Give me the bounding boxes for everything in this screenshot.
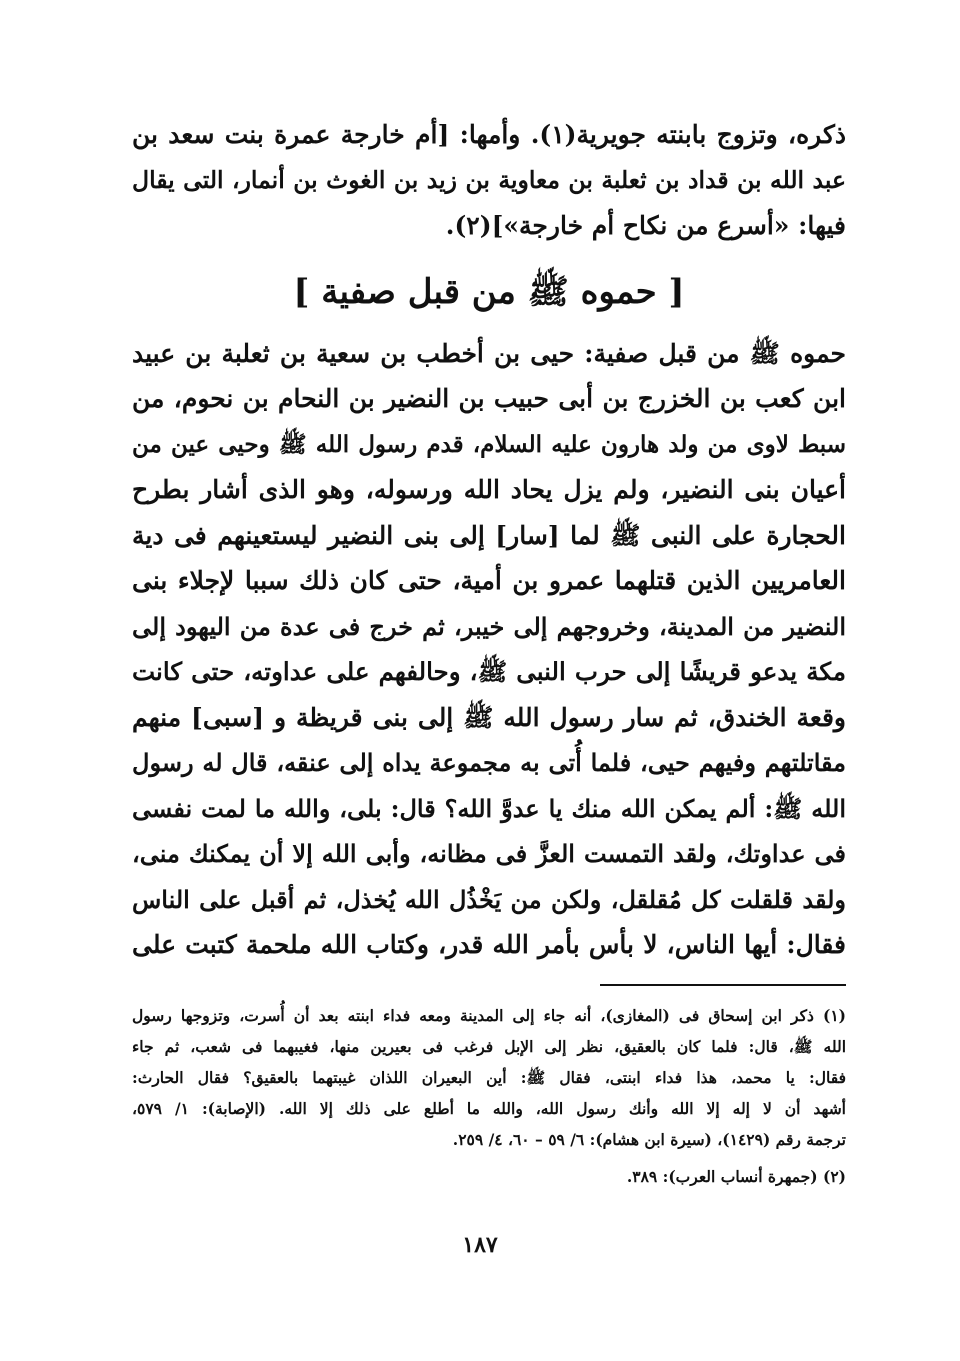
footnotes	[132, 1000, 846, 1192]
text-line: سبط لاوى من ولد هارون عليه السلام، قدم رسول الله ﷺ وحيى عين من	[132, 430, 846, 458]
footnote-line: ترجمة رقم (١٤٢٩)، (سيرة ابن هشام): ٦/ ٥٩ – ٦٠، ٤/ ٢٥٩.	[452, 1130, 846, 1149]
text-line: الحجارة على النبى ﷺ لما [سار] إلى بنى النضير ليستعينهم فى دية	[132, 520, 847, 550]
section-paragraph	[132, 331, 846, 968]
text-line: ذكره، وتزوج بابنته جويرية(١). وأمها: [أم خارجة عمرة بنت سعد بن	[132, 120, 846, 149]
text-line: عبد الله بن قداد بن ثعلبة بن معاوية بن زيد بن الغوث بن أنمار، التى يقال	[132, 165, 846, 194]
text-line: فقال: أيها الناس، لا بأس بأمر الله قدر، وكتاب الله ملحمة كتبت على	[132, 930, 846, 959]
text-line: وقعة الخندق، ثم سار رسول الله ﷺ إلى بنى قريظة و [سبى] منهم	[132, 702, 846, 732]
footnote-line: فقال: يا محمد، هذا فداء ابنتى، فقال ﷺ: أين البعيران اللذان غيبتهما بالعقيق؟ فقال الحارث:	[132, 1068, 846, 1087]
text-line: مقاتلتهم وفيهم حيى، فلما أُتى به مجموعة يداه إلى عنقه، قال له رسول	[132, 748, 846, 777]
footnote-line: (١) ذكر ابن إسحاق فى (المغازى)، أنه جاء إلى المدينة ومعه فداء ابنته بعد أن أُسرت، وتزوجها رسول	[132, 1006, 846, 1025]
text-line: فيها: «أسرع من نكاح أم خارجة»](٢).	[445, 211, 846, 240]
footnote-2	[132, 1161, 846, 1192]
footnote-line: الله ﷺ، قال: فلما كان بالعقيق، نظر إلى الإبل فرغب فى بعيرين منها، فغيبهما فى شعب، ثم جاء	[132, 1037, 846, 1056]
footnote-divider	[600, 984, 846, 986]
text-line: مكة يدعو قريشًا إلى حرب النبى ﷺ، وحالفهم على عداوته، حتى كانت	[132, 657, 846, 686]
page-body	[132, 112, 846, 968]
footnote-line: (٢) (جمهرة أنساب العرب): ٣٨٩.	[626, 1167, 846, 1186]
text-line: ولقد قلقلت كل مُقلقل، ولكن من يَخْذُل الله يُخذل، ثم أقبل على الناس	[132, 884, 846, 914]
footnote-line: أشهد أن لا إله إلا الله وأنك رسول الله، والله ما أطلع على ذلك إلا الله. (الإصابة): ١/ ٥٧٩،	[132, 1099, 846, 1118]
section-heading: [ حموه ﷺ من قبل صفية ]	[293, 271, 685, 312]
intro-paragraph	[132, 112, 846, 249]
text-line: فى عداوتك، ولقد التمست العزَّ فى مظانه، وأبى الله إلا أن يمكنك منى،	[132, 839, 846, 868]
footnote-1	[132, 1000, 846, 1155]
text-line: النضير من المدينة، وخروجهم إلى خيبر، ثم خرج فى عدة من اليهود إلى	[132, 611, 846, 641]
text-line: حموه ﷺ من قبل صفية: حيى بن أخطب بن سعية بن ثعلبة بن عبيد	[132, 338, 846, 368]
text-line: ابن كعب بن الخزرج بن أبى حبيب بن النضير بن النحام بن نحوم، من	[132, 384, 846, 413]
text-line: العامريين الذين قتلهما عمرو بن أمية، حتى كان ذلك سببا لإجلاء بنى	[132, 566, 846, 595]
text-line: الله ﷺ: ألم يمكن الله منك يا عدوَّ الله؟ قال: بلى، والله ما لمت نفسى	[132, 793, 846, 823]
text-line: أعيان بنى النضير، ولم يزل يحاد الله ورسوله، وهو الذى أشار بطرح	[132, 475, 846, 504]
page-number: ١٨٧	[462, 1232, 498, 1258]
